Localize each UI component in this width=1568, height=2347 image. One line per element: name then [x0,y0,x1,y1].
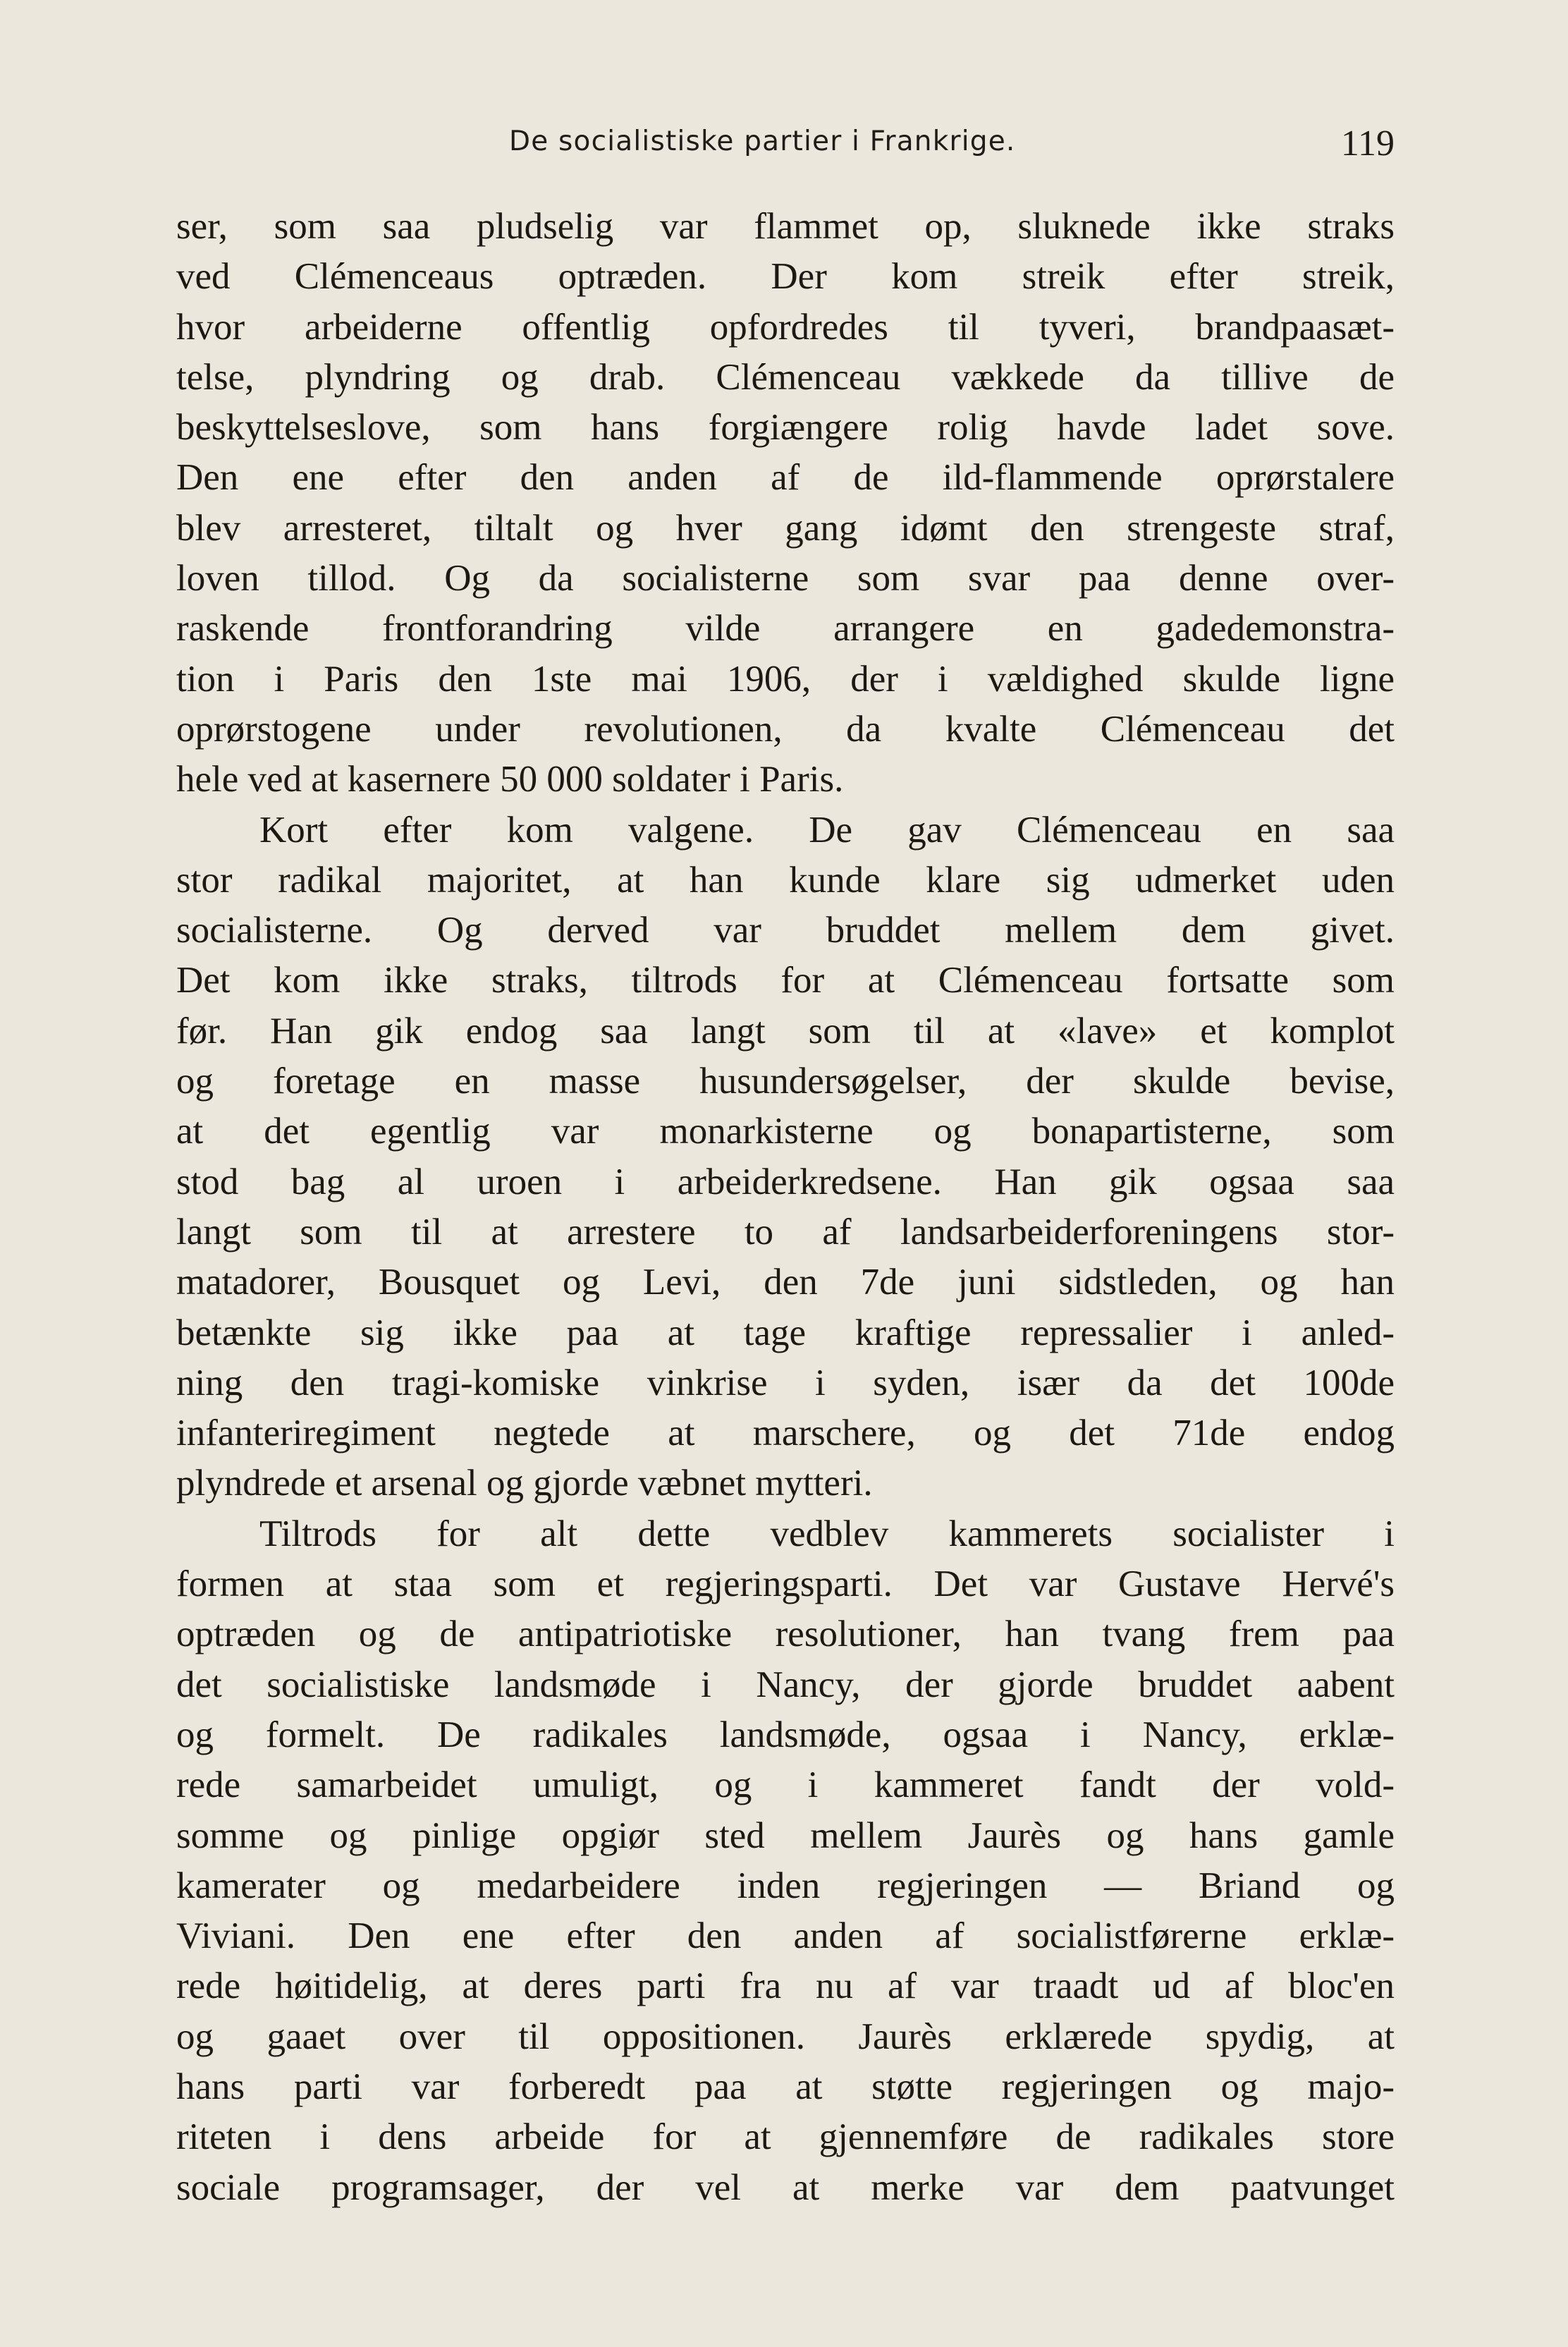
text-line: somme og pinlige opgiør sted mellem Jaurès og hans gamle [176,1815,1395,1856]
text-line: matadorer, Bousquet og Levi, den 7de juni sidstleden, og han [176,1262,1395,1303]
text-line: sociale programsager, der vel at merke var dem paatvunget [176,2166,1395,2208]
text-line: infanteriregiment negtede at marschere, og det 71de endog [176,1413,1395,1454]
text-line: kamerater og medarbeidere inden regjeringen — Briand og [176,1865,1395,1906]
text-line: beskyttelseslove, som hans forgiængere rolig havde ladet sove. [176,407,1395,449]
text-line: hans parti var forberedt paa at støtte regjeringen og majo- [176,2066,1395,2107]
text-line: langt som til at arrestere to af landsarbeiderforeningens stor- [176,1211,1395,1252]
text-line: betænkte sig ikke paa at tage kraftige repressalier i anled- [176,1312,1395,1353]
text-line: og formelt. De radikales landsmøde, ogsaa i Nancy, erklæ- [176,1714,1395,1755]
body-text [176,202,1395,2213]
text-line: optræden og de antipatriotiske resolutioner, han tvang frem paa [176,1614,1395,1655]
text-line: ser, som saa pludselig var flammet op, sluknede ikke straks [176,206,1395,247]
text-line: ved Clémenceaus optræden. Der kom streik efter streik, [176,256,1395,298]
text-line: stod bag al uroen i arbeiderkredsene. Han gik ogsaa saa [176,1161,1395,1202]
text-line: raskende frontforandring vilde arrangere en gadedemonstra- [176,608,1395,650]
text-line: riteten i dens arbeide for at gjennemføre de radikales store [176,2116,1395,2158]
text-line: Kort efter kom valgene. De gav Clémenceau en saa [259,809,1395,851]
text-line: oprørstogene under revolutionen, da kvalte Clémenceau det [176,708,1395,750]
text-line: loven tillod. Og da socialisterne som svar paa denne over- [176,558,1395,599]
text-line: hvor arbeiderne offentlig opfordredes til tyveri, brandpaasæt- [176,306,1395,348]
text-line: stor radikal majoritet, at han kunde klare sig udmerket uden [176,859,1395,901]
text-line: før. Han gik endog saa langt som til at «lave» et komplot [176,1010,1395,1051]
text-line: socialisterne. Og derved var bruddet mellem dem givet. [176,910,1395,951]
text-line: blev arresteret, tiltalt og hver gang idømt den strengeste straf, [176,507,1395,549]
text-line: at det egentlig var monarkisterne og bonapartisterne, som [176,1111,1395,1152]
running-title: De socialistiske partier i Frankrige. [509,126,1016,157]
text-line: rede høitidelig, at deres parti fra nu af var traadt ud af bloc'en [176,1965,1395,2007]
text-line: og foretage en masse husundersøgelser, der skulde bevise, [176,1061,1395,1102]
text-line: Tiltrods for alt dette vedblev kammerets socialister i [259,1513,1395,1554]
text-line: formen at staa som et regjeringsparti. Det var Gustave Hervé's [176,1563,1395,1605]
page-header [176,123,1395,168]
text-line: Viviani. Den ene efter den anden af socialistførerne erklæ- [176,1915,1395,1957]
text-line: rede samarbeidet umuligt, og i kammeret fandt der vold- [176,1764,1395,1806]
page-number: 119 [1340,123,1395,164]
text-line: Den ene efter den anden af de ild-flammende oprørstalere [176,457,1395,499]
text-line: hele ved at kasernere 50 000 soldater i Paris. [176,759,844,800]
text-line: tion i Paris den 1ste mai 1906, der i vældighed skulde ligne [176,658,1395,700]
text-line: og gaaet over til oppositionen. Jaurès erklærede spydig, at [176,2016,1395,2057]
text-line: ning den tragi-komiske vinkrise i syden, især da det 100de [176,1362,1395,1403]
text-line: Det kom ikke straks, tiltrods for at Clémenceau fortsatte som [176,960,1395,1001]
text-line: plyndrede et arsenal og gjorde væbnet mytteri. [176,1463,873,1504]
text-line: telse, plyndring og drab. Clémenceau vækkede da tillive de [176,356,1395,398]
text-line: det socialistiske landsmøde i Nancy, der gjorde bruddet aabent [176,1664,1395,1705]
